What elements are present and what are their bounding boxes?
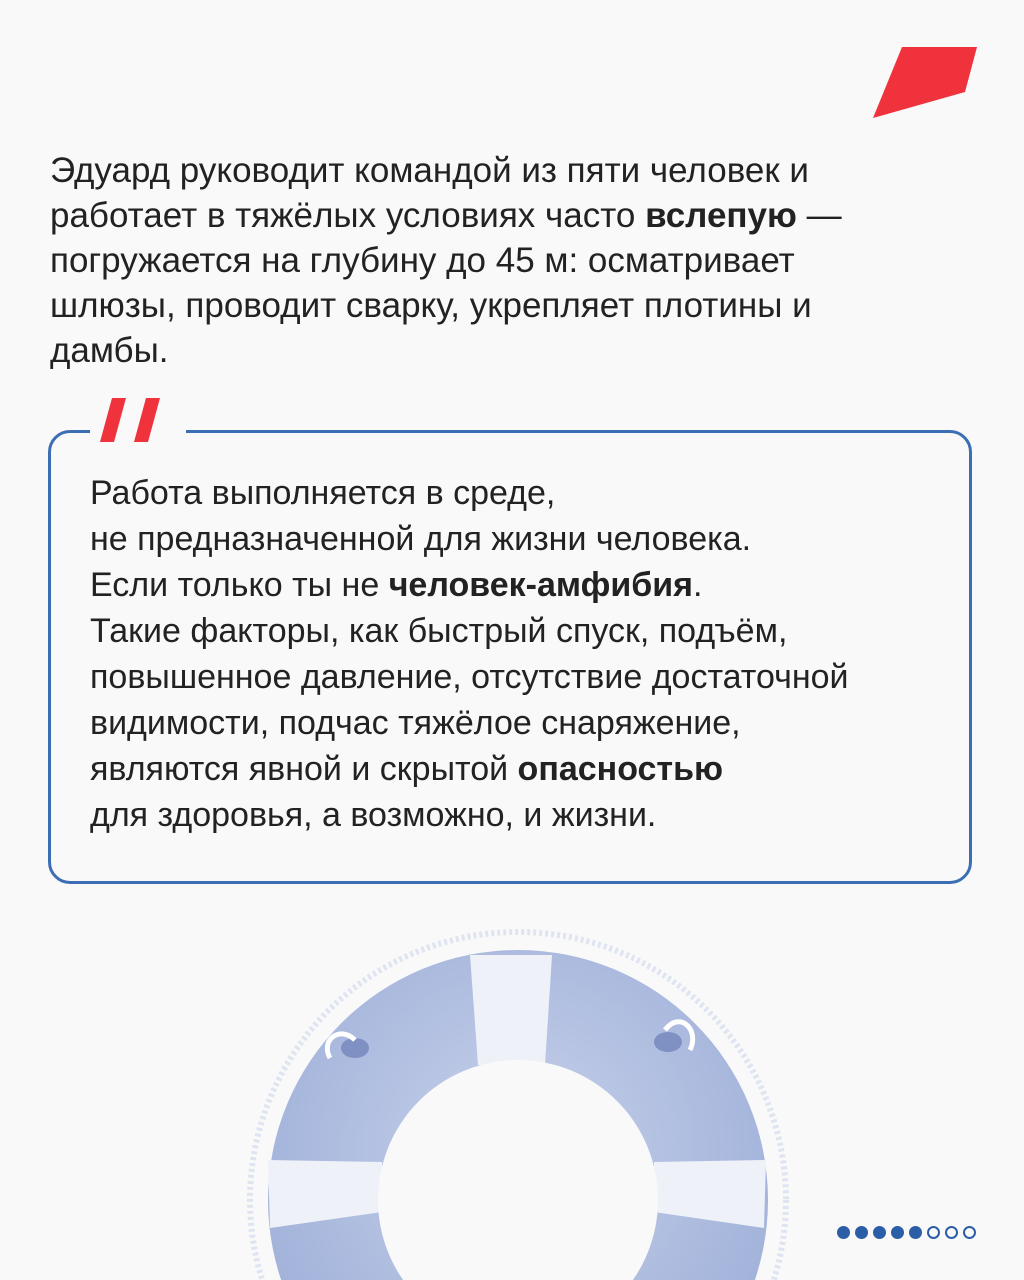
quote-line: Такие факторы, как быстрый спуск, подъём, (90, 612, 788, 650)
pagination-dot-empty[interactable] (945, 1226, 958, 1239)
pagination-dot-filled[interactable] (891, 1226, 904, 1239)
intro-text-2: — погружается на глубину до 45 м: осматривает шлюзы, проводит сварку, укрепляет плотины и дамбы. (50, 196, 842, 370)
quote-bold-amphibian: человек-амфибия (388, 566, 693, 604)
intro-text-1: Эдуард руководит командой из пяти человек и работает в тяжёлых условиях часто (50, 151, 809, 235)
quote-line: для здоровья, а возможно, и жизни. (90, 796, 657, 834)
quote-line: видимости, подчас тяжёлое снаряжение, (90, 704, 741, 742)
pagination-dot-filled[interactable] (855, 1226, 868, 1239)
pagination-dot-filled[interactable] (873, 1226, 886, 1239)
pagination-dot-filled[interactable] (837, 1226, 850, 1239)
quote-line-part: являются явной и скрытой (90, 750, 518, 788)
pagination-dot-empty[interactable] (927, 1226, 940, 1239)
quote-bold-danger: опасностью (517, 750, 724, 788)
quote-line: не предназначенной для жизни человека. (90, 520, 752, 558)
quote-line: Работа выполняется в среде, (90, 474, 556, 512)
pagination-dot-empty[interactable] (963, 1226, 976, 1239)
pagination-dots (837, 1226, 976, 1239)
intro-bold-word: вслепую (645, 196, 797, 235)
quote-line-part: Если только ты не (90, 566, 389, 604)
quote-line-part: . (692, 566, 703, 604)
quote-line: повышенное давление, отсутствие достаточной (90, 658, 849, 696)
pagination-dot-filled[interactable] (909, 1226, 922, 1239)
